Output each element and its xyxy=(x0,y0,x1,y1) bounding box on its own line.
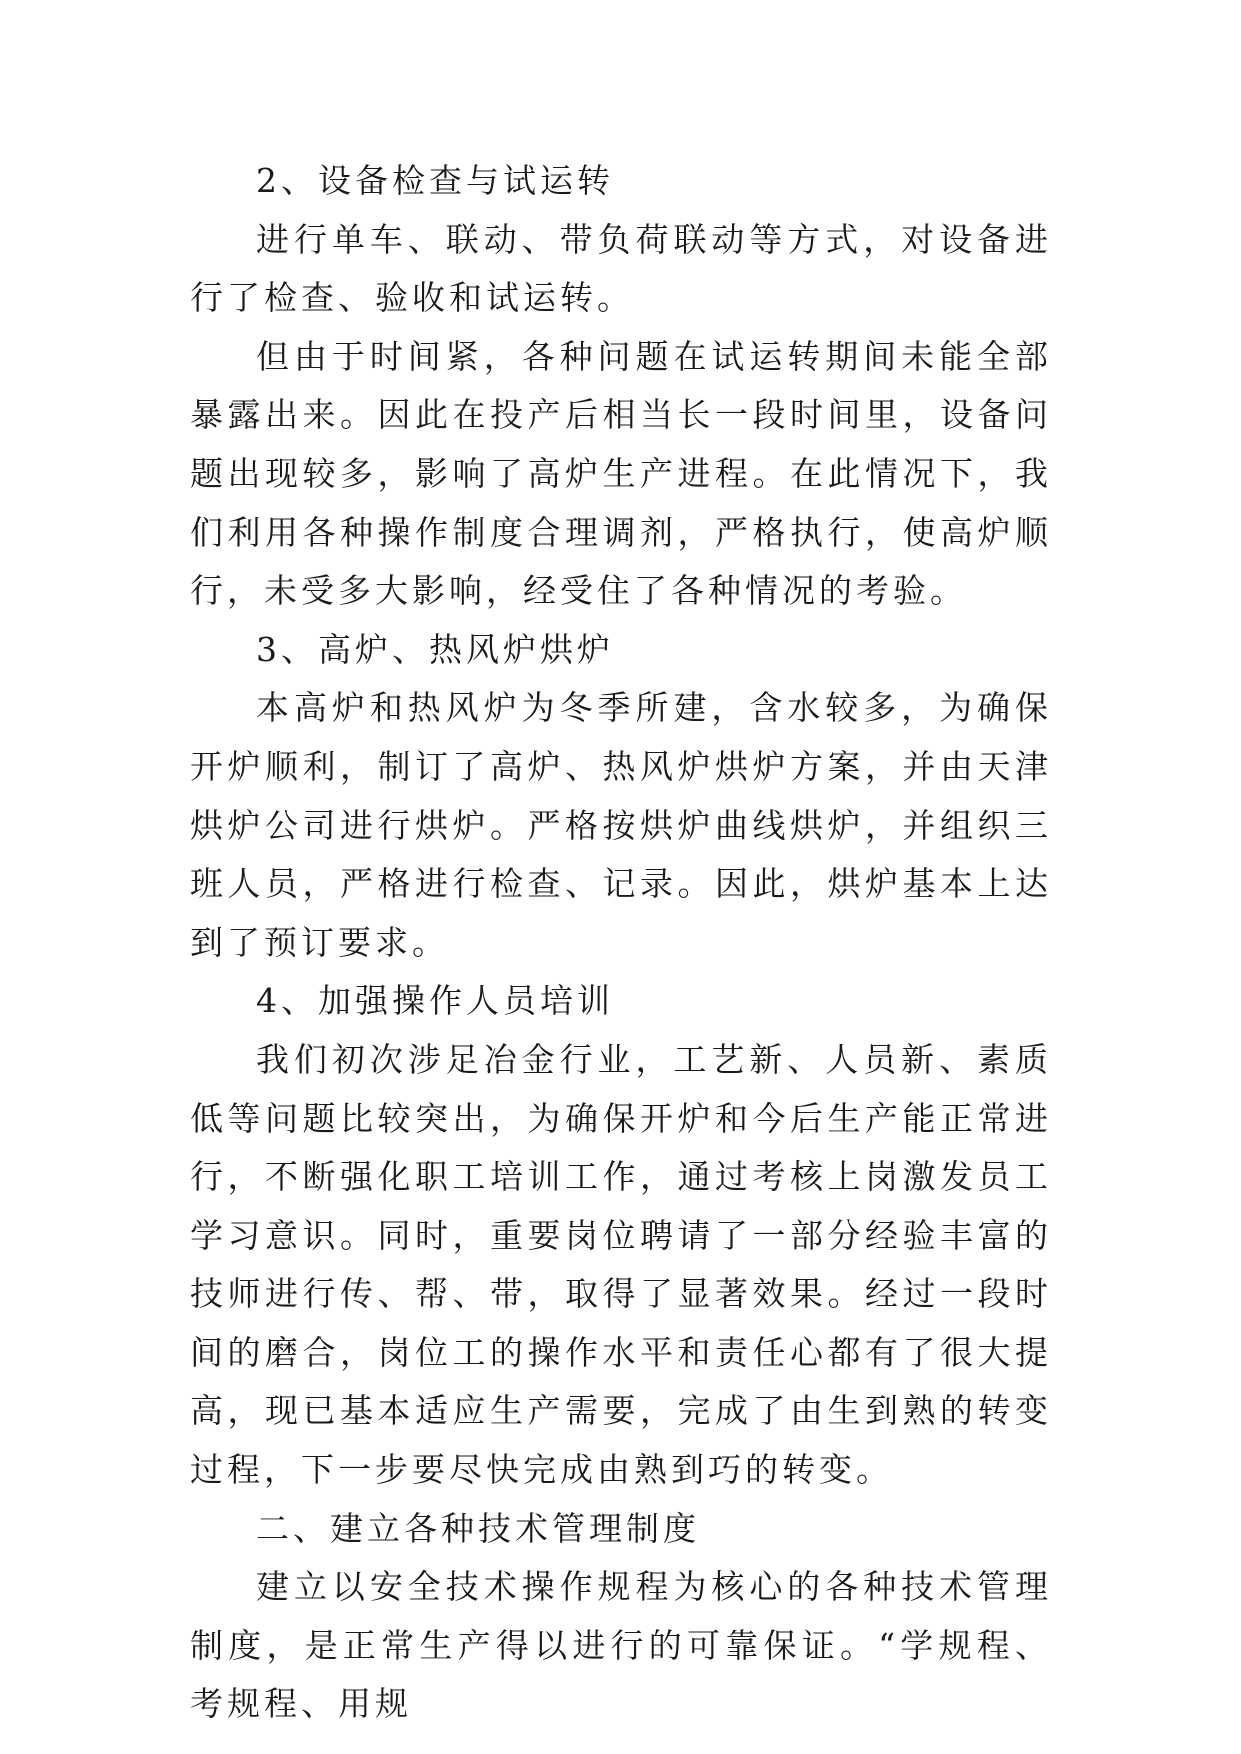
paragraph-technical-management: 建立以安全技术操作规程为核心的各种技术管理制度，是正常生产得以进行的可靠保证。“学规程、考规程、用规 xyxy=(190,1567,1052,1724)
heading-equipment-inspection: 2、设备检查与试运转 xyxy=(256,161,614,200)
heading-operator-training: 4、加强操作人员培训 xyxy=(256,981,614,1021)
document-page xyxy=(190,152,1052,1734)
paragraph-operator-training: 我们初次涉足冶金行业，工艺新、人员新、素质低等问题比较突出，为确保开炉和今后生产能正常进行，不断强化职工培训工作，通过考核上岗激发员工学习意识。同时，重要岗位聘请了一部分经验丰富的技师进行传、帮、带，取得了显著效果。经过一段时间的磨合，岗位工的操作水平和责任心都有了很大提高，现已基本适应生产需要，完成了由生到熟的转变过程，下一步要尽快完成由熟到巧的转变。 xyxy=(190,1039,1052,1490)
heading-technical-management: 二、建立各种技术管理制度 xyxy=(256,1508,700,1548)
heading-furnace-drying: 3、高炉、热风炉烘炉 xyxy=(256,629,614,669)
paragraph-equipment-testing: 进行单车、联动、带负荷联动等方式，对设备进行了检查、验收和试运转。 xyxy=(190,219,1052,318)
paragraph-equipment-issues: 但由于时间紧，各种问题在试运转期间未能全部暴露出来。因此在投产后相当长一段时间里，设备问题出现较多，影响了高炉生产进程。在此情况下，我们利用各种操作制度合理调剂，严格执行，使高炉顺行，未受多大影响，经受住了各种情况的考验。 xyxy=(190,336,1052,611)
paragraph-furnace-drying: 本高炉和热风炉为冬季所建，含水较多，为确保开炉顺利，制订了高炉、热风炉烘炉方案，并由天津烘炉公司进行烘炉。严格按烘炉曲线烘炉，并组织三班人员，严格进行检查、记录。因此，烘炉基本上达到了预订要求。 xyxy=(190,688,1052,962)
